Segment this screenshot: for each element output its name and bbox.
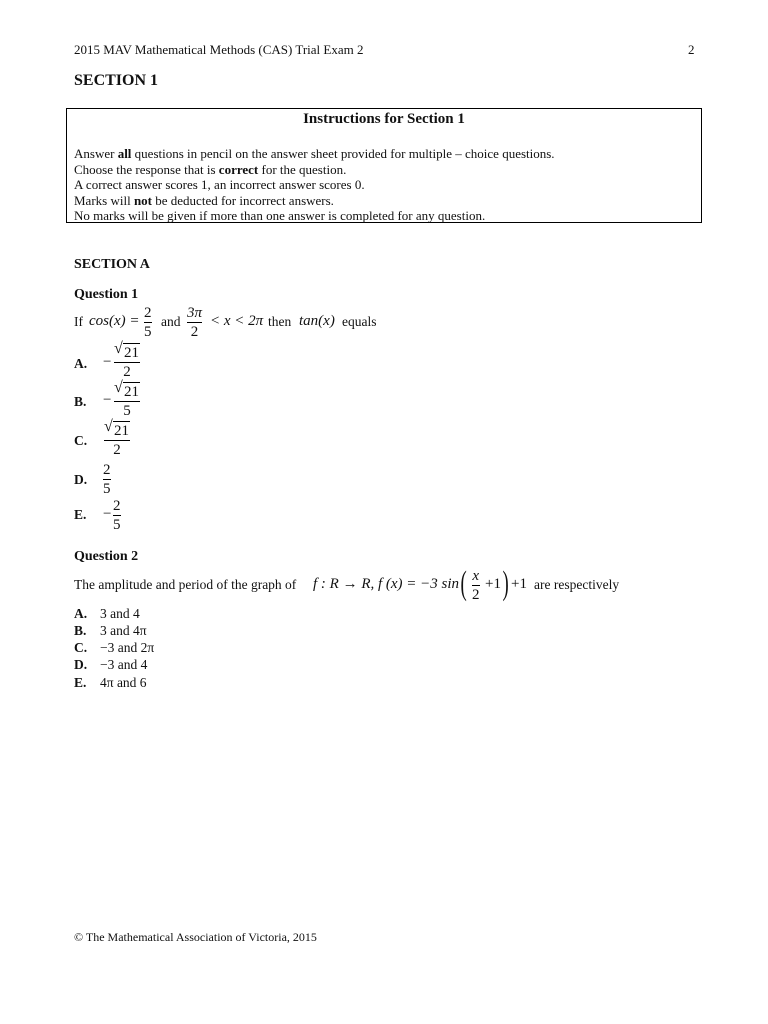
q1-frac-3pi-2: [187, 304, 202, 341]
radicand: 21: [124, 345, 139, 361]
frac-num: 2: [103, 462, 111, 478]
q1-cos: cos(x) =: [89, 313, 140, 329]
q1-option-sign: −: [103, 506, 112, 522]
frac-den: 5: [144, 324, 152, 340]
q2-option-text: −3 and 2π: [100, 640, 155, 655]
frac-den: 2: [472, 587, 480, 603]
instr-text: questions in pencil on the answer sheet provided for multiple – choice questions.: [131, 146, 555, 161]
instruction-line-1: [74, 146, 555, 161]
q2-stem-b: are respectively: [534, 577, 620, 592]
footer-copyright: © The Mathematical Association of Victoria, 2015: [74, 930, 317, 944]
sqrt-icon: √: [104, 418, 113, 435]
instr-bold: all: [117, 146, 132, 161]
frac-den: 5: [113, 517, 121, 533]
q2-option-label: A.: [74, 606, 88, 621]
header-title: 2015 MAV Mathematical Methods (CAS) Trial Exam 2: [74, 42, 364, 57]
frac-den: 2: [113, 442, 121, 458]
q1-tan: tan(x): [299, 313, 335, 329]
q1-option-label: C.: [74, 433, 88, 448]
q1-option-label: D.: [74, 472, 88, 487]
frac-num: x: [472, 568, 480, 584]
q1-option-label: E.: [74, 507, 87, 522]
instruction-line-4: [74, 193, 334, 208]
q2-stem-a: The amplitude and period of the graph of: [74, 577, 297, 592]
radicand: 21: [124, 384, 139, 400]
q1-option-sign: −: [103, 392, 112, 408]
q2-option-label: D.: [74, 657, 88, 672]
q2-option-text: 3 and 4: [100, 606, 140, 621]
instruction-line-5: No marks will be given if more than one answer is completed for any question.: [74, 208, 486, 223]
frac-den: 5: [123, 403, 131, 419]
sectionA-title: SECTION A: [74, 257, 150, 272]
instructions-box: [66, 108, 702, 223]
q1-option-c-value: [104, 418, 130, 459]
q2-option-label: C.: [74, 640, 88, 655]
instr-text: for the question.: [258, 162, 347, 177]
q1-option-b-value: [114, 379, 140, 420]
q1-option-a-value: [114, 340, 140, 381]
section1-title: SECTION 1: [74, 72, 159, 89]
q1-option-label: A.: [74, 356, 88, 371]
sqrt-numerator: [114, 379, 140, 401]
q1-if: If: [74, 314, 83, 329]
q2-option-label: B.: [74, 623, 87, 638]
q2-plus1-outer: +1: [511, 576, 527, 592]
q1-frac-2-5: [144, 304, 152, 341]
q2-option-label: E.: [74, 675, 87, 690]
left-paren-icon: (: [460, 565, 467, 602]
q2-plus1-inner: +1: [485, 576, 501, 592]
q2-option-text: 3 and 4π: [100, 623, 147, 638]
q2-option-text: 4π and 6: [100, 675, 147, 690]
sqrt-numerator: [104, 418, 130, 440]
sqrt-icon: √: [114, 379, 123, 396]
instr-text: Marks will: [74, 193, 134, 208]
right-paren-icon: ): [502, 565, 509, 602]
question1-title: Question 1: [74, 287, 139, 302]
sqrt-icon: √: [114, 340, 123, 357]
radicand: 21: [114, 423, 129, 439]
frac-num: 3π: [187, 305, 203, 321]
instr-bold: correct: [218, 162, 259, 177]
q1-and: and: [161, 314, 181, 329]
q1-option-sign: −: [103, 354, 112, 370]
question2-title: Question 2: [74, 549, 139, 564]
q1-option-d-value: [103, 461, 111, 498]
instr-text: Choose the response that is: [74, 162, 219, 177]
q2-option-text: −3 and 4: [100, 657, 148, 672]
frac-den: 2: [190, 324, 199, 340]
sqrt-numerator: [114, 340, 140, 362]
frac-den: 5: [103, 481, 111, 497]
q1-then: then: [268, 314, 292, 329]
q2-frac-x-2: [472, 567, 480, 604]
q1-option-e-value: [113, 497, 121, 534]
instr-text: Answer: [74, 146, 118, 161]
frac-num: 2: [113, 498, 121, 514]
instr-bold: not: [133, 193, 153, 208]
q1-equals: equals: [342, 314, 377, 329]
frac-num: 2: [144, 305, 152, 321]
q2-function: f : R → R, f (x) = −3 sin: [313, 576, 460, 592]
frac-den: 2: [123, 364, 131, 380]
instructions-title: Instructions for Section 1: [303, 111, 465, 127]
q1-option-label: B.: [74, 394, 87, 409]
instruction-line-2: [74, 162, 346, 177]
page-number: 2: [688, 42, 695, 57]
instruction-line-3: A correct answer scores 1, an incorrect answer scores 0.: [74, 177, 365, 192]
instr-text: be deducted for incorrect answers.: [152, 193, 334, 208]
q1-inequality: < x < 2π: [210, 313, 264, 329]
